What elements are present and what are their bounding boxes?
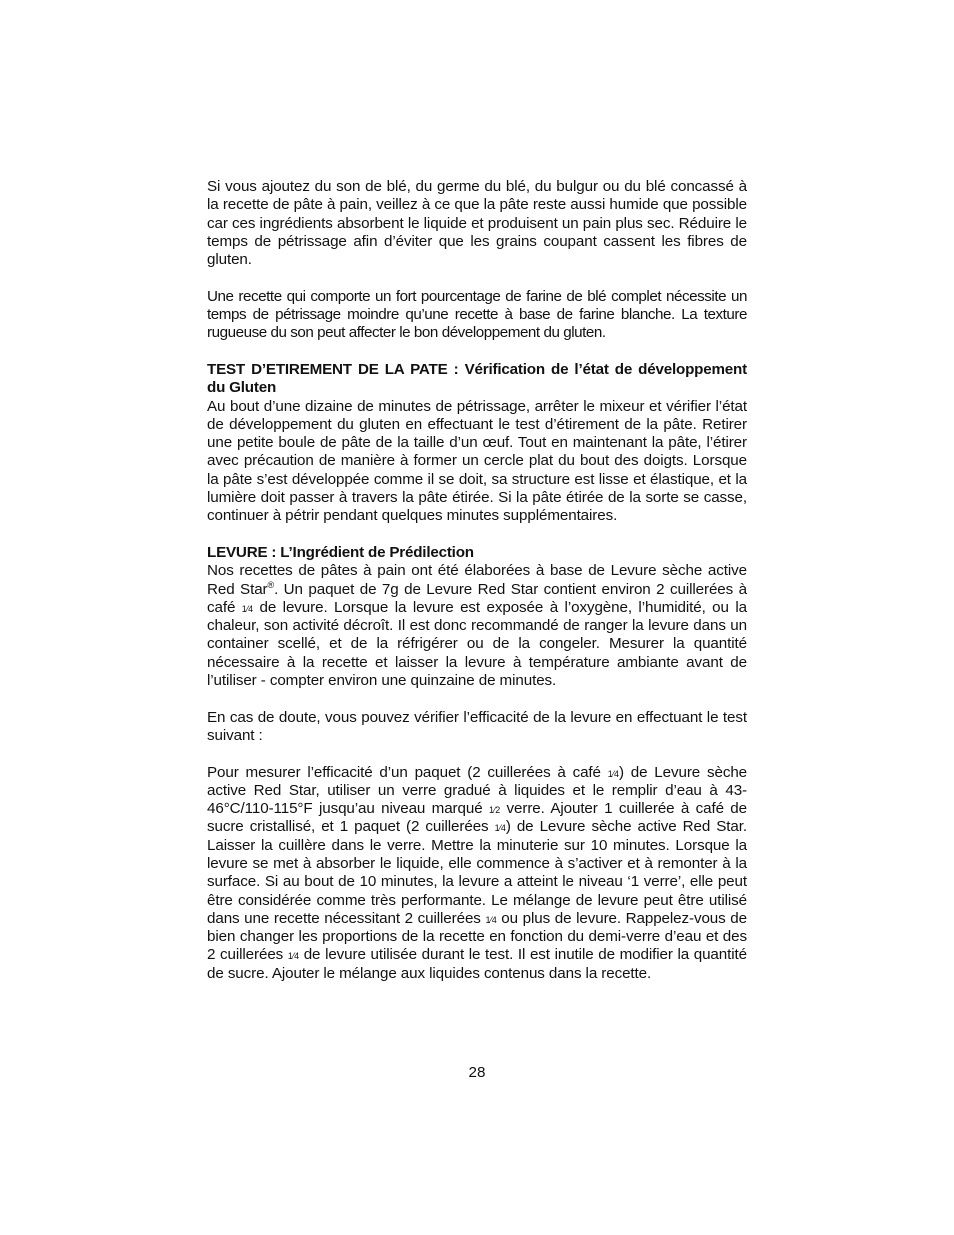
heading-windowpane-test: TEST D’ETIREMENT DE LA PATE : Vérification de l’état de développement du Gluten	[207, 360, 747, 397]
page-number: 28	[468, 1064, 486, 1081]
page-body	[207, 178, 747, 983]
spacer	[207, 745, 747, 763]
heading-yeast: LEVURE : L’Ingrédient de Prédilection	[207, 543, 474, 561]
spacer	[207, 526, 747, 544]
paragraph-doubt: En cas de doute, vous pouvez vérifier l’efficacité de la levure en effectuant le test suivant :	[207, 708, 747, 744]
text-run: ) de Levure sèche active Red Star, utiliser un verre gradué à liquides et le remplir d’eau à 43-46°C/110-115°F jusqu’au niveau marqué	[207, 763, 748, 818]
paragraph-whole-wheat: Une recette qui comporte un fort pourcentage de farine de blé complet nécessite un temps de pétrissage moindre qu’une recette à base de farine blanche. La texture rugueuse du son peut affecter le bon développement du gluten.	[207, 287, 747, 342]
spacer	[207, 690, 747, 708]
text-run: de levure. Lorsque la levure est exposée à l’oxygène, l’humidité, ou la chaleur, son activité décroît. Il est donc recommandé de ranger la levure dans un container scellé, et de la réfrigérer ou de la congeler. Mesurer la quantité nécessaire à la recette et laisser la levure à température ambiante avant de l’utiliser - compter environ une quinzaine de minutes.	[207, 598, 747, 690]
registered-mark: ®	[267, 579, 275, 590]
text-run: verre. Ajouter 1 cuillerée à café de sucre cristallisé, et 1 paquet (2 cuillerées	[207, 800, 748, 836]
spacer	[207, 269, 747, 287]
text-run: Pour mesurer l’efficacité d’un paquet (2 cuillerées à café	[207, 763, 608, 781]
text-run: Nos recettes de pâtes à pain ont été élaborées à base de Levure sèche active Red Star	[207, 562, 747, 598]
fraction-half: 1⁄2	[488, 805, 501, 816]
spacer	[207, 343, 747, 361]
text-run: . Un paquet de 7g de Levure Red Star contient environ 2 cuillerées à café	[207, 580, 747, 616]
fraction-quarter: 1⁄4	[241, 603, 254, 614]
fraction-quarter: 1⁄4	[494, 823, 506, 834]
fraction-quarter: 1⁄4	[485, 914, 497, 925]
paragraph-windowpane-test: Au bout d’une dizaine de minutes de pétrissage, arrêter le mixeur et vérifier l’état de développement du gluten en effectuant le test d’étirement de la pâte. Retirer une petite boule de pâte de la taille d’un œuf. Tout en maintenant la pâte, l’étirer avec précaution de manière à former un cercle plat du bout des doigts. Lorsque la pâte s’est développée comme il se doit, sa structure est lisse et élastique, et la lumière doit passer à travers la pâte étirée. Si la pâte étirée de la sorte se casse, continuer à pétrir pendant quelques minutes supplémentaires.	[207, 397, 747, 525]
text-run: de levure utilisée durant le test. Il est inutile de modifier la quantité de sucre. Ajouter le mélange aux liquides contenus dans la recette.	[207, 946, 747, 982]
text-run: ou plus de levure. Rappelez-vous de bien changer les proportions de la recette en fonction du demi-verre d’eau et des 2 cuillerées	[207, 909, 747, 964]
paragraph-yeast	[207, 562, 747, 690]
paragraph-bran: Si vous ajoutez du son de blé, du germe du blé, du bulgur ou du blé concassé à la recette de pâte à pain, veillez à ce que la pâte reste aussi humide que possible car ces ingrédients absorbent le liquide et produisent un pain plus sec. Réduire le temps de pétrissage afin d’éviter que les grains coupant cassent les fibres de gluten.	[207, 178, 747, 269]
fraction-quarter: 1⁄4	[287, 951, 300, 962]
text-run: ) de Levure sèche active Red Star. Laisser la cuillère dans le verre. Mettre la minuterie sur 10 minutes. Lorsque la levure se met à absorber le liquide, elle commence à s’activer et à remonter à la surface. Si au bout de 10 minutes, la levure a atteint le niveau ‘1 verre’, elle peut être considérée comme très performante. Le mélange de levure peut être utilisé dans une recette nécessitant 2 cuillerées	[207, 818, 747, 927]
fraction-quarter: 1⁄4	[607, 768, 619, 779]
paragraph-proof-test	[207, 764, 747, 984]
